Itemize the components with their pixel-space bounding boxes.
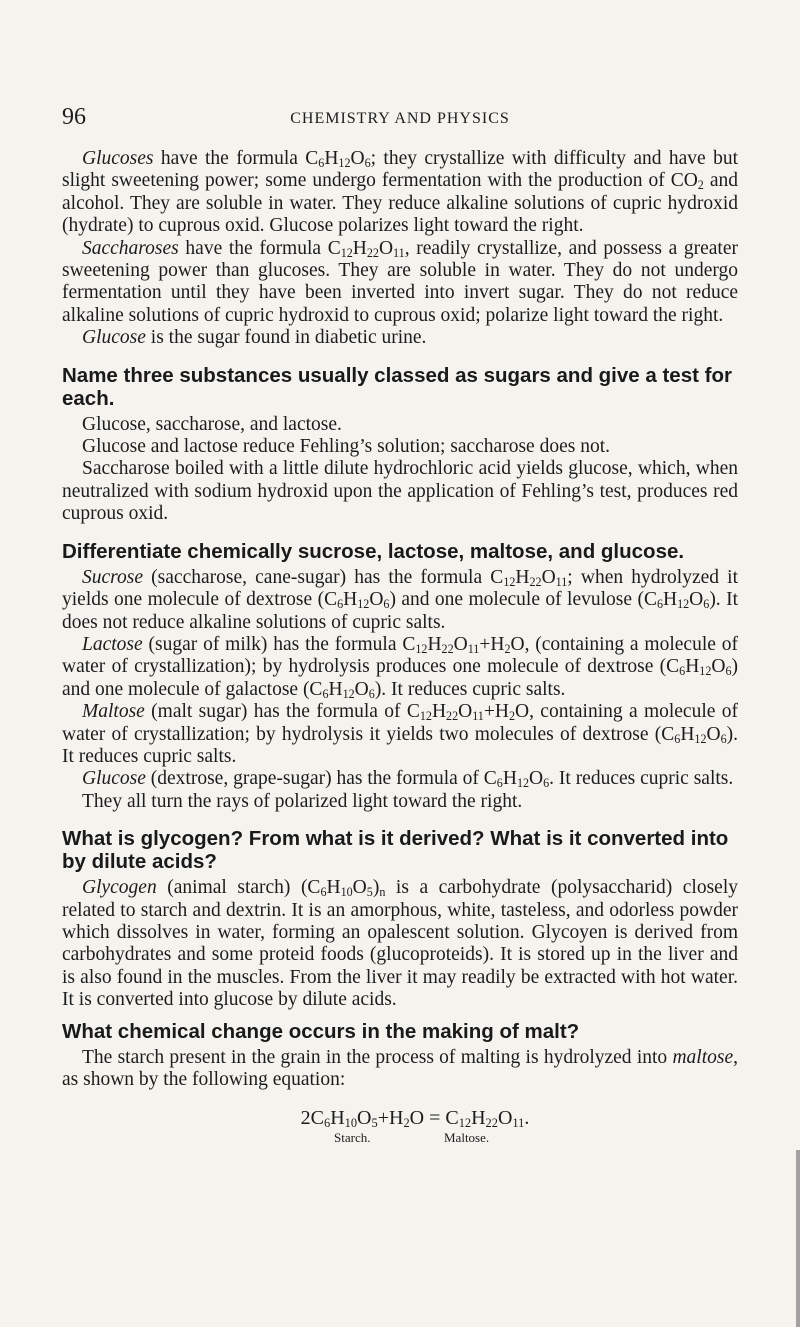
malt-paragraph: The starch present in the grain in the process of malting is hydrolyzed into maltose, as shown by the following equation: <box>62 1046 738 1090</box>
glucose-diabetic-paragraph: Glucose is the sugar found in diabetic urine. <box>82 327 427 349</box>
question-heading-glycogen: What is glycogen? From what is it derived? What is it converted into by dilute acids? <box>62 827 729 874</box>
equation-labels <box>62 1130 738 1150</box>
page-header <box>62 104 738 134</box>
glucoses-paragraph: Glucoses have the formula $C_6H_{12}O_6$; they crystallize with difficulty and have but slight sweetening power; some undergo fermentation with the production of $CO_2$ and alcohol. They are soluble in water. They reduce alkaline solutions of cupric hydroxid (hydrate) to cuprous oxid. Glucose polarizes light toward the right. <box>62 148 738 237</box>
maltose-label: Maltose. <box>444 1130 490 1146</box>
question-heading-sugars: Name three substances usually classed as sugars and give a test for each. <box>62 363 732 410</box>
sugars-answer-2: Glucose and lactose reduce Fehling’s solution; saccharose does not. <box>82 436 610 458</box>
saccharoses-paragraph: Saccharoses have the formula $C_{12}H_{22}O_{11}$, readily crystallize, and possess a greater sweetening power than glucoses. They are soluble in water. They do not undergo fermentation until they have been inverted into invert sugar. They do not reduce alkaline solutions of cupric hydroxid to cuprous oxid; polarize light toward the right. <box>62 237 738 326</box>
question-heading-malt: What chemical change occurs in the making of malt? <box>62 1019 580 1043</box>
sucrose-paragraph: Sucrose (saccharose, cane-sugar) has the formula $C_{12}H_{22}O_{11}$; when hydrolyzed it yields one molecule of dextrose $(C_6H_{12}O_6)$ and one molecule of levulose $(C_6H_{12}O_6)$. It does not reduce alkaline solutions of cupric salts. <box>62 566 739 633</box>
sugars-answer-1: Glucose, saccharose, and lactose. <box>82 413 342 435</box>
running-head: CHEMISTRY AND PHYSICS <box>290 110 510 127</box>
page-body <box>62 148 738 1150</box>
maltose-paragraph: Maltose (malt sugar) has the formula of $C_{12}H_{22}O_{11}+H_2O$, containing a molecule of water of crystallization; by hydrolysis it yields two molecules of dextrose $(C_6H_{12}O_6)$. It reduces cupric salts. <box>62 701 738 767</box>
maltose-equation: $2C_6H_{10}O_5+H_2O = C_{12}H_{22}O_{11}$. <box>300 1107 530 1131</box>
sugars-answer-3: Saccharose boiled with a little dilute hydrochloric acid yields glucose, which, when neutralized with sodium hydroxid upon the application of Fehling’s test, produces red cuprous oxid. <box>62 458 738 525</box>
starch-label: Starch. <box>334 1130 371 1146</box>
page-edge-shadow <box>796 1150 800 1327</box>
lactose-paragraph: Lactose (sugar of milk) has the formula $C_{12}H_{22}O_{11}+H_2O$, (containing a molecule of water of crystallization); by hydrolysis produces one molecule of dextrose $(C_6H_{12}O_6)$ and one molecule of galactose $(C_6H_{12}O_6)$. It reduces cupric salts. <box>62 633 738 701</box>
question-heading-differentiate: Differentiate chemically sucrose, lactose, maltose, and glucose. <box>62 539 685 563</box>
page-number: 96 <box>62 104 86 130</box>
glucose-dextrose-paragraph: Glucose (dextrose, grape-sugar) has the formula of $C_6H_{12}O_6$. It reduces cupric salts. <box>82 768 734 791</box>
glycogen-paragraph: Glycogen (animal starch) $(C_6H_{10}O_5)_n$ is a carbohydrate (polysaccharid) closely related to starch and dextrin. It is an amorphous, white, tasteless, and odorless powder which dissolves in water, forming an opalescent solution. Glycoyen is derived from carbohydrates and some proteid foods (glucoproteids). It is stored up in the liver and is also found in the muscles. From the liver it may readily be extracted with hot water. It is converted into glucose by dilute acids. <box>62 877 738 1011</box>
polarized-light-paragraph: They all turn the rays of polarized light toward the right. <box>82 790 523 812</box>
